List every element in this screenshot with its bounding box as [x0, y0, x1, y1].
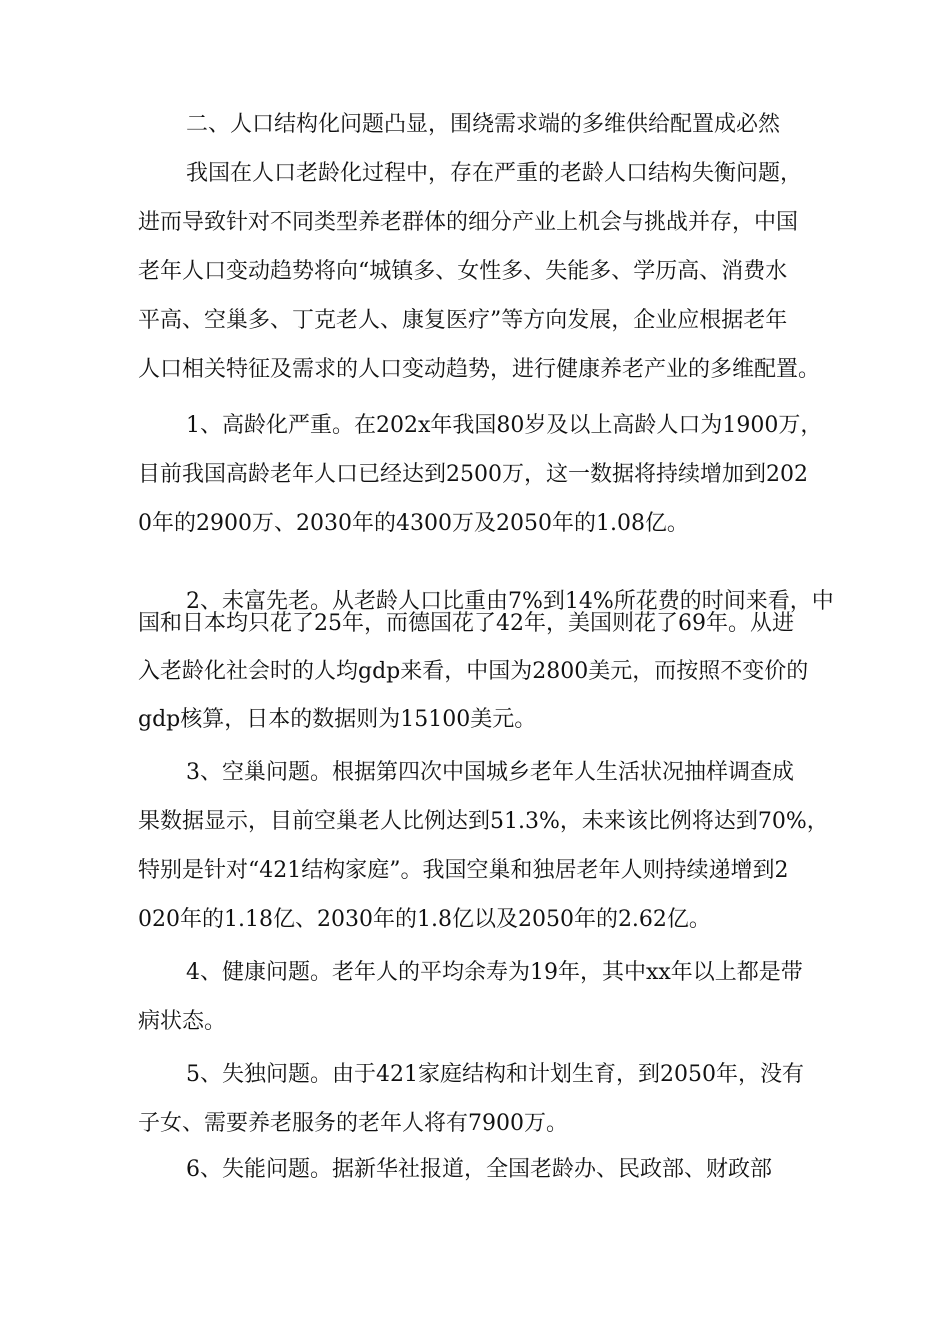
text-line: 4、健康问题。老年人的平均余寿为19年，其中xx年以上都是带	[186, 960, 803, 985]
text-line: 病状态。	[138, 1009, 227, 1034]
text-line: 子女、需要养老服务的老年人将有7900万。	[138, 1111, 568, 1136]
text-line: 目前我国高龄老年人口已经达到2500万，这一数据将持续增加到202	[138, 462, 808, 487]
text-line: 国和日本均只花了25年，而德国花了42年，美国则花了69年。从进	[138, 611, 794, 636]
text-line: 020年的1.18亿、2030年的1.8亿以及2050年的2.62亿。	[138, 907, 711, 932]
text-line: gdp核算，日本的数据则为15100美元。	[138, 707, 537, 732]
text-line: 1、高龄化严重。在202x年我国80岁及以上高龄人口为1900万，	[186, 413, 823, 438]
text-line: 特别是针对“421结构家庭”。我国空巢和独居老年人则持续递增到2	[138, 858, 789, 883]
text-line: 5、失独问题。由于421家庭结构和计划生育，到2050年，没有	[186, 1062, 804, 1087]
section-heading: 二、人口结构化问题凸显，围绕需求端的多维供给配置成必然	[186, 112, 781, 137]
text-line: 2、未富先老。从老龄人口比重由7%到14%所花费的时间来看，中	[186, 589, 834, 614]
text-line: 6、失能问题。据新华社报道，全国老龄办、民政部、财政部	[186, 1157, 772, 1182]
text-line: 平高、空巢多、丁克老人、康复医疗”等方向发展，企业应根据老年	[138, 308, 788, 333]
text-line: 入老龄化社会时的人均gdp来看，中国为2800美元，而按照不变价的	[138, 659, 809, 684]
text-line: 我国在人口老龄化过程中，存在严重的老龄人口结构失衡问题，	[186, 161, 803, 186]
text-line: 果数据显示，目前空巢老人比例达到51.3%，未来该比例将达到70%，	[138, 809, 829, 834]
text-line: 人口相关特征及需求的人口变动趋势，进行健康养老产业的多维配置。	[138, 357, 821, 382]
text-line: 3、空巢问题。根据第四次中国城乡老年人生活状况抽样调查成	[186, 760, 794, 785]
text-line: 0年的2900万、2030年的4300万及2050年的1.08亿。	[138, 511, 689, 536]
text-line: 老年人口变动趋势将向“城镇多、女性多、失能多、学历高、消费水	[138, 259, 788, 284]
text-line: 进而导致针对不同类型养老群体的细分产业上机会与挑战并存，中国	[138, 210, 799, 235]
